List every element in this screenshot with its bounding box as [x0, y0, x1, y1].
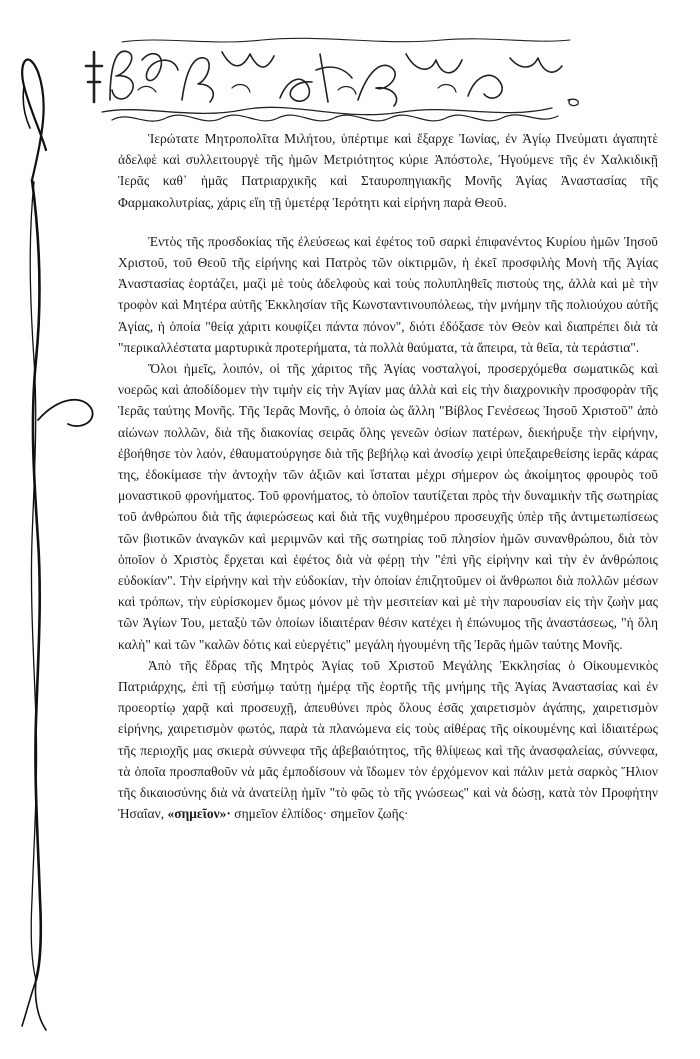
seal-cord-decoration	[0, 0, 120, 1059]
patriarchal-calligraphic-header	[82, 30, 582, 130]
paragraph-3-text: Ἀπὸ τῆς ἕδρας τῆς Μητρὸς Ἁγίας τοῦ Χριστοῦ Μεγάλης Ἐκκλησίας ὁ Οἰκουμενικὸς Πατριάρχης, ἐπὶ τῇ εὐσήμῳ ταύτῃ ἡμέρᾳ τῆς ἑορτῆς τῆς μνήμης τῆς Ἁγίας Ἀναστασίας καὶ ἐν προεορτίῳ χαρᾷ καὶ προσευχῇ, ἀπευθύνει πρὸς ὅλους ἐσᾶς χαιρετισμὸν ἀγάπης, χαιρετισμὸν εἰρήνης, χαιρετισμὸν φωτός, παρὰ τὰ πλανώμενα εἰς τοὺς αἰθέρας τῆς οἰκουμένης καὶ ἰδιαιτέρως τῆς περιοχῆς μας σκιερὰ σύννεφα τῆς ἀβεβαιότητος, τῆς θλίψεως καὶ τῆς ἀνασφαλείας, σύννεφα, τὰ ὁποῖα προσπαθοῦν νὰ μᾶς ἐμποδίσουν νὰ ἴδωμεν τὸν ἐρχόμενον καὶ πάλιν μετὰ σαρκὸς Ἥλιον τῆς δικαιοσύνης διὰ νὰ ἀνατείλῃ ἡμῖν "τὸ φῶς τὸ τῆς γνώσεως" καὶ νὰ δώσῃ, κατὰ τὸν Προφήτην Ἠσαΐαν,	[118, 657, 658, 822]
paragraph-3-emphasis: «σημεῖον»·	[167, 806, 231, 822]
body-paragraph-1: Ἐντὸς τῆς προσδοκίας τῆς ἐλεύσεως καὶ ἐφέτος τοῦ σαρκὶ ἐπιφανέντος Κυρίου ἡμῶν Ἰησοῦ Χριστοῦ, τοῦ Θεοῦ τῆς εἰρήνης καὶ Πατρὸς τῶν οἰκτιρμῶν, ἡ ἐκεῖ προσφιλὴς Μονὴ τῆς Ἁγίας Ἀναστασίας ἑορτάζει, μαζὶ μὲ τοὺς ἀδελφοὺς καὶ τοὺς πολυπληθεῖς πιστοὺς της, ἀλλὰ καὶ μὲ τὴν τροφὸν καὶ Μητέρα αὐτῆς Ἐκκλησίαν τῆς Κωνσταντινουπόλεως, τὴν μνήμην τῆς πολιούχου αὐτῆς Ἁγίας, ἡ ὁποία "θείᾳ χάριτι κουφίζει πάντα πόνον", διότι ἐδόξασε τὸν Θεὸν καὶ διαπρέπει διὰ τὰ "περικαλλέστατα μαρτυρικὰ προτερήματα, τὰ πολλὰ θαύματα, τὰ ἄπειρα, τὰ θεῖα, τὰ τεράστια".	[118, 233, 658, 355]
paragraph-3-ending: σημεῖον ἐλπίδος· σημεῖον ζωῆς·	[230, 806, 409, 822]
letter-body	[118, 128, 658, 825]
body-paragraph-3	[118, 655, 658, 825]
body-paragraph-2: Ὅλοι ἡμεῖς, λοιπόν, οἱ τῆς χάριτος τῆς Ἁγίας νοσταλγοί, προσερχόμεθα σωματικῶς καὶ νοερῶς καὶ ἀποδίδομεν τὴν τιμὴν εἰς τὴν Ἁγίαν μας ἀλλὰ καὶ εἰς τὴν διαχρονικὴν προσφορὰν τῆς Ἱερᾶς ταύτης Μονῆς. Τῆς Ἱερᾶς Μονῆς, ὁ ὁποία ὡς ἄλλη "Βίβλος Γενέσεως Ἰησοῦ Χριστοῦ" ἀπὸ αἰώνων πολλῶν, διὰ τῆς διακονίας σειρᾶς ὅλης γενεῶν ὁσίων πατέρων, διεκήρυξε τὴν εἰρήνην, ἐβοήθησε τὸν λαόν, ἐθαυματούργησε διὰ τῆς βεβήλῳ καὶ ἀνοσίῳ χειρὶ ὑπεξαιρεθείσης ἱερᾶς κάρας της, ἐδοκίμασε τὴν ἀντοχὴν τῶν ἀξιῶν καὶ ἵσταται μέχρι σήμερον ὡς ἀκοίμητος φρουρὸς τοῦ μοναστικοῦ φρονήματος. Τοῦ φρονήματος, τὸ ὁποῖον ταυτίζεται πρὸς τὴν δυναμικὴν τῆς σωτηρίας τοῦ ἀνθρώπου διὰ τῆς ἀφιερώσεως καὶ διὰ τῆς νυχθημέρου προσευχῆς ὑπὲρ τῆς ἀντιμετωπίσεως τῶν βιοτικῶν ἀναγκῶν καὶ μεριμνῶν καὶ τῆς σωτηρίας τοῦ πλησίον ἡμῶν συνανθρώπου, διὰ τὸν ὁποῖον ὁ Χριστὸς ἔρχεται καὶ ἐφέτος διὰ νὰ φέρῃ τὴν "ἐπὶ γῆς εἰρήνην καὶ τὴν ἐν ἀνθρώποις εὐδοκίαν". Τὴν εἰρήνην καὶ τὴν εὐδοκίαν, τὴν ὁποίαν ἐπιζητοῦμεν οἱ ἄνθρωποι διὰ πολλῶν μέσων καὶ τρόπων, τὴν εὑρίσκομεν ὅμως μόνον μὲ τὴν μεσιτείαν καὶ μὲ τὴν παρουσίαν εἰς τὴν ζωὴν μας τῶν Ἁγίων Του, μεταξὺ τῶν ὁποίων ἰδιαιτέραν θέσιν κατέχει ἡ ἐπώνυμος τῆς ἀναστάσεως, "ἡ ὅλη καλὴ" καὶ τῶν "καλῶν δότις καὶ εὐεργέτις" μεγάλη ἡγουμένη τῆς Ἱερᾶς ἡμῶν ταύτης Μονῆς.	[118, 361, 658, 652]
salutation-paragraph: Ἱερώτατε Μητροπολῖτα Μιλήτου, ὑπέρτιμε καὶ ἔξαρχε Ἰωνίας, ἐν Ἁγίῳ Πνεύματι ἀγαπητὲ ἀδελφὲ καὶ συλλειτουργὲ τῆς ἡμῶν Μετριότητος κύριε Ἀπόστολε, Ἡγούμενε τῆς ἐν Χαλκιδικῇ Ἱερᾶς καθ᾽ ἡμᾶς Πατριαρχικῆς καὶ Σταυροπηγιακῆς Μονῆς Ἁγίας Ἀναστασίας τῆς Φαρμακολυτρίας, χάρις εἴη τῇ ὑμετέρᾳ Ἱερότητι καὶ εἰρήνη παρὰ Θεοῦ.	[118, 131, 658, 210]
